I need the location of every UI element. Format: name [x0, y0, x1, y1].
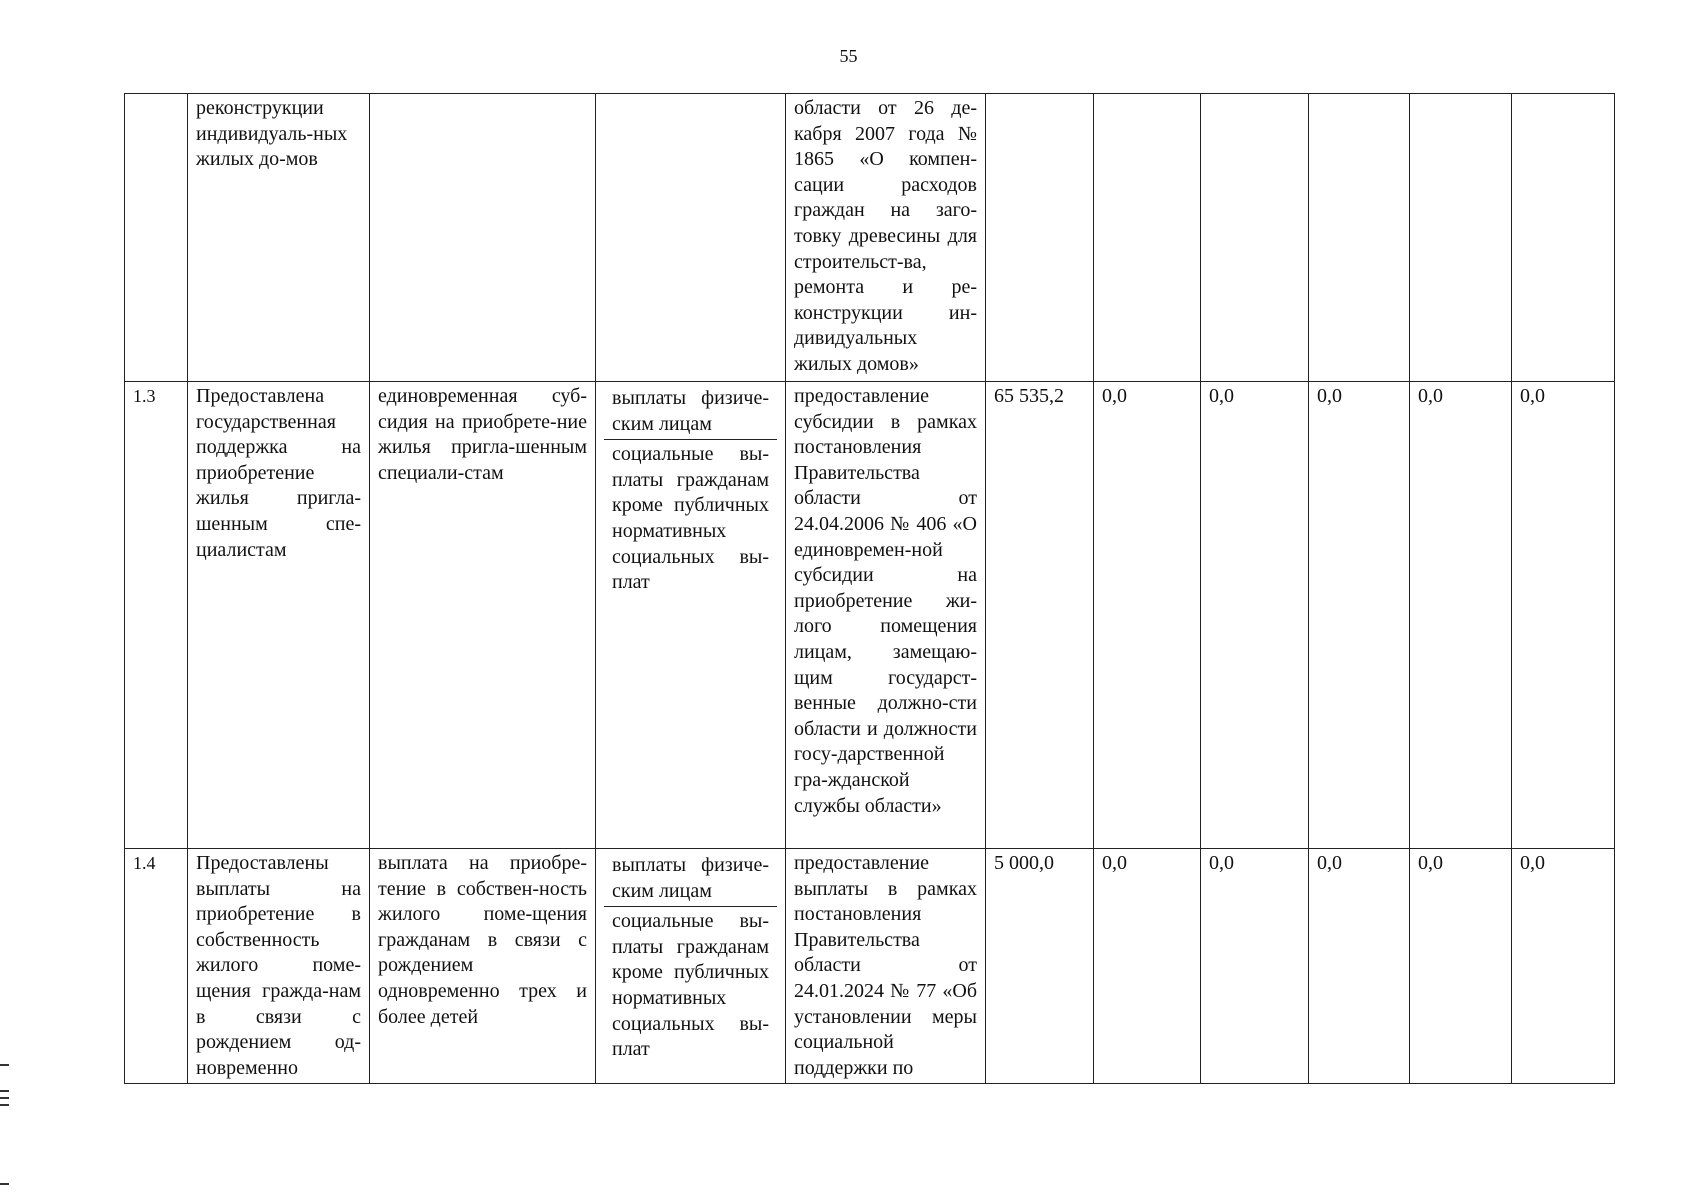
margin-mark	[0, 1090, 9, 1092]
row-value-4	[1309, 94, 1410, 382]
margin-mark	[0, 1104, 9, 1106]
row-name: Предоставлены выплаты на приобретение в собственность жилого поме-щения гражда-нам в связи с рождением од-новременно	[188, 849, 370, 1084]
row-basis: предоставление выплаты в рамках постановления Правительства области от 24.01.2024 № 77 «Об установлении меры социальной поддержки по	[786, 849, 986, 1084]
row-value-1	[986, 94, 1094, 382]
row-name: реконструкции индивидуаль-ных жилых до-мов	[188, 94, 370, 382]
row-value-6: 0,0	[1512, 849, 1615, 1084]
row-payment-cell	[596, 849, 786, 1084]
row-value-2	[1094, 94, 1201, 382]
row-value-1: 65 535,2	[986, 382, 1094, 849]
program-table	[124, 93, 1615, 1084]
row-payment-cell	[596, 382, 786, 849]
row-number: 1.4	[125, 849, 188, 1084]
page-number: 55	[839, 46, 858, 66]
row-number	[125, 94, 188, 382]
row-value-2: 0,0	[1094, 382, 1201, 849]
row-payment-type: выплаты физиче-ским лицам	[604, 851, 777, 907]
row-value-3: 0,0	[1201, 849, 1309, 1084]
row-purpose: выплата на приобре-тение в собствен-ность жилого поме-щения гражданам в связи с рождением одновременно трех и более детей	[370, 849, 596, 1084]
row-value-6: 0,0	[1512, 382, 1615, 849]
table-row	[125, 382, 1615, 849]
row-payment-subtype: социальные вы-платы гражданам кроме публичных нормативных социальных вы-плат	[612, 910, 769, 1061]
row-basis: предоставление субсидии в рамках постановления Правительства области от 24.04.2006 № 406 «О единовремен-ной субсидии на приобретение жи-лого помещения лицам, замещаю-щим государст-венные должно-сти области и должности госу-дарственной гра-жданской службы области»	[786, 382, 986, 849]
table-row	[125, 849, 1615, 1084]
row-value-6	[1512, 94, 1615, 382]
margin-mark	[0, 1097, 9, 1099]
row-value-3: 0,0	[1201, 382, 1309, 849]
margin-mark	[0, 1064, 9, 1066]
row-payment-type	[596, 94, 786, 382]
row-payment-type: выплаты физиче-ским лицам	[604, 384, 777, 440]
table-row	[125, 94, 1615, 382]
row-value-2: 0,0	[1094, 849, 1201, 1084]
row-name: Предоставлена государственная поддержка на приобретение жилья пригла-шенным спе-циалистам	[188, 382, 370, 849]
row-purpose	[370, 94, 596, 382]
row-value-5	[1410, 94, 1512, 382]
row-payment-subtype: социальные вы-платы гражданам кроме публичных нормативных социальных вы-плат	[612, 443, 769, 594]
row-basis: области от 26 де-кабря 2007 года № 1865 «О компен-сации расходов граждан на заго-товку древесины для строительст-ва, ремонта и ре-конструкции ин-дивидуальных жилых домов»	[786, 94, 986, 382]
margin-mark	[0, 1183, 9, 1185]
row-number: 1.3	[125, 382, 188, 849]
row-value-5: 0,0	[1410, 382, 1512, 849]
row-value-5: 0,0	[1410, 849, 1512, 1084]
row-purpose: единовременная суб-сидия на приобрете-ние жилья пригла-шенным специали-стам	[370, 382, 596, 849]
row-value-4: 0,0	[1309, 849, 1410, 1084]
row-value-3	[1201, 94, 1309, 382]
row-value-4: 0,0	[1309, 382, 1410, 849]
row-value-1: 5 000,0	[986, 849, 1094, 1084]
